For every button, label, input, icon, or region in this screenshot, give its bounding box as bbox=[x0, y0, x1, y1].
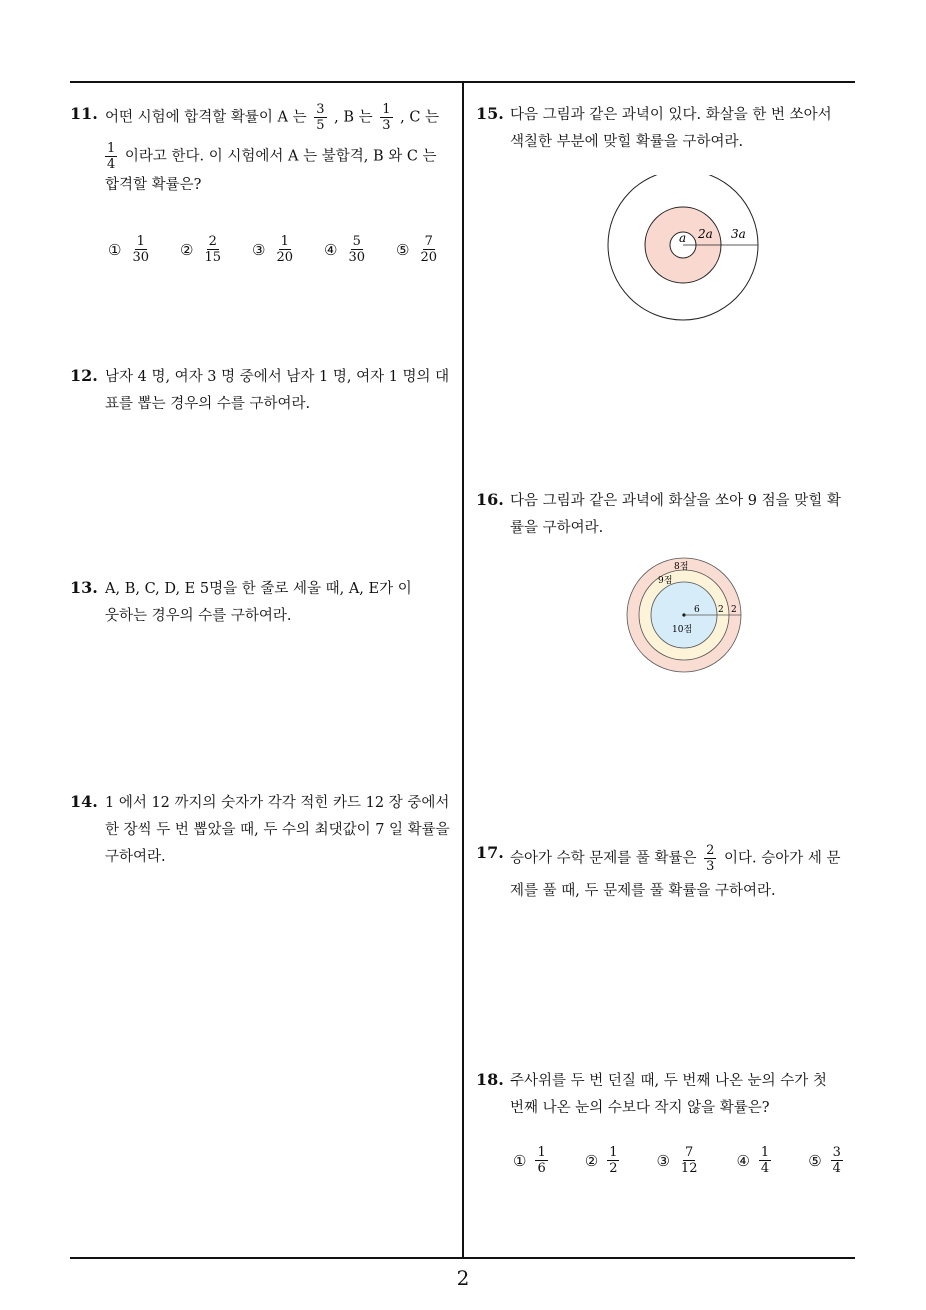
question-text: 어떤 시험에 합격할 확률이 A 는 bbox=[105, 109, 307, 126]
choice-marker: ① bbox=[513, 1151, 527, 1170]
fraction: $\frac{1}{3}$ bbox=[382, 102, 391, 133]
choice-fraction: $\frac{1}{30}$ bbox=[132, 234, 149, 265]
choice-fraction: $\frac{1}{4}$ bbox=[760, 1145, 770, 1176]
question-text: 다음 그림과 같은 과녁이 있다. 화살을 한 번 쏘아서 bbox=[510, 107, 832, 123]
fraction: $\frac{1}{4}$ bbox=[107, 141, 116, 172]
question-number: 17. bbox=[476, 843, 504, 862]
question-text: A, B, C, D, E 5명을 한 줄로 세울 때, A, E가 이 bbox=[105, 581, 412, 597]
question-13 bbox=[105, 576, 412, 630]
column-divider bbox=[462, 81, 464, 1259]
question-text: 표를 뽑는 경우의 수를 구하여라. bbox=[105, 396, 311, 412]
question-number: 12. bbox=[70, 366, 98, 385]
label-8: 8점 bbox=[674, 562, 689, 572]
question-16 bbox=[510, 488, 841, 542]
question-text: , B 는 bbox=[334, 109, 373, 126]
label-a: a bbox=[679, 231, 687, 245]
answer-choice[interactable] bbox=[180, 234, 226, 265]
question-number: 14. bbox=[70, 792, 98, 811]
choice-marker: ③ bbox=[252, 240, 266, 259]
question-11 bbox=[105, 102, 460, 199]
choice-marker: ⑤ bbox=[808, 1151, 822, 1170]
choice-marker: ③ bbox=[656, 1151, 670, 1170]
question-text: 한 장씩 두 번 뽑았을 때, 두 수의 최댓값이 7 일 확률을 bbox=[105, 822, 450, 838]
fraction: $\frac{3}{5}$ bbox=[316, 102, 325, 133]
question-text: 구하여라. bbox=[105, 849, 166, 865]
question-text: 다음 그림과 같은 과녁에 화살을 쏘아 9 점을 맞힐 확 bbox=[510, 493, 841, 509]
label-2a: 2a bbox=[698, 227, 713, 241]
question-number: 11. bbox=[70, 104, 98, 123]
label-r6: 6 bbox=[694, 605, 700, 615]
bottom-rule bbox=[70, 1257, 855, 1259]
question-text: 남자 4 명, 여자 3 명 중에서 남자 1 명, 여자 1 명의 대 bbox=[105, 369, 450, 385]
choice-fraction: $\frac{7}{12}$ bbox=[680, 1145, 698, 1176]
question-text: 이다. 승아가 세 문 bbox=[724, 850, 841, 867]
choice-marker: ② bbox=[584, 1151, 599, 1170]
label-10: 10점 bbox=[672, 625, 693, 635]
answer-choices bbox=[108, 234, 442, 265]
question-number: 15. bbox=[476, 104, 504, 123]
question-number: 18. bbox=[476, 1070, 504, 1089]
answer-choice[interactable] bbox=[736, 1145, 774, 1176]
question-number: 13. bbox=[70, 578, 98, 597]
choice-marker: ② bbox=[180, 240, 194, 259]
answer-choice[interactable] bbox=[324, 234, 370, 265]
question-text: , C 는 bbox=[400, 109, 440, 126]
question-text: 률을 구하여라. bbox=[510, 520, 604, 536]
target-figure-15 bbox=[600, 175, 780, 325]
question-text: 이라고 한다. 이 시험에서 A 는 불합격, B 와 C 는 bbox=[124, 148, 437, 165]
target-figure-16 bbox=[620, 555, 750, 680]
question-number: 16. bbox=[476, 490, 504, 509]
question-18 bbox=[510, 1068, 827, 1122]
answer-choice[interactable] bbox=[108, 234, 154, 265]
label-3a: 3a bbox=[731, 227, 746, 241]
answer-choice[interactable] bbox=[808, 1145, 846, 1176]
question-text: 제를 풀 때, 두 문제를 풀 확률을 구하여라. bbox=[510, 883, 776, 899]
question-text: 합격할 확률은? bbox=[105, 177, 202, 193]
question-text: 주사위를 두 번 던질 때, 두 번째 나온 눈의 수가 첫 bbox=[510, 1073, 827, 1089]
answer-choice[interactable] bbox=[656, 1145, 702, 1176]
choice-fraction: $\frac{2}{15}$ bbox=[204, 234, 221, 265]
question-text: 1 에서 12 까지의 숫자가 각각 적힌 카드 12 장 중에서 bbox=[105, 795, 450, 811]
choice-fraction: $\frac{5}{30}$ bbox=[348, 234, 365, 265]
choice-marker: ⑤ bbox=[396, 240, 410, 259]
question-text: 웃하는 경우의 수를 구하여라. bbox=[105, 608, 292, 624]
answer-choice[interactable] bbox=[585, 1145, 623, 1176]
answer-choice[interactable] bbox=[396, 234, 442, 265]
fraction: $\frac{2}{3}$ bbox=[706, 843, 715, 874]
choice-marker: ④ bbox=[324, 240, 338, 259]
page-number: 2 bbox=[456, 1266, 470, 1290]
question-14 bbox=[105, 790, 450, 871]
answer-choice[interactable] bbox=[252, 234, 298, 265]
question-17 bbox=[510, 843, 841, 905]
label-r2-outer: 2 bbox=[731, 605, 737, 615]
label-9: 9점 bbox=[658, 576, 673, 586]
choice-marker: ④ bbox=[736, 1151, 750, 1170]
question-15 bbox=[510, 102, 832, 156]
question-text: 승아가 수학 문제를 풀 확률은 bbox=[510, 850, 697, 867]
choice-fraction: $\frac{1}{20}$ bbox=[276, 234, 293, 265]
question-12 bbox=[105, 364, 449, 418]
label-r2-mid: 2 bbox=[718, 605, 724, 615]
answer-choice[interactable] bbox=[513, 1145, 551, 1176]
choice-marker: ① bbox=[108, 240, 122, 259]
choice-fraction: $\frac{1}{6}$ bbox=[537, 1145, 546, 1176]
choice-fraction: $\frac{3}{4}$ bbox=[832, 1145, 841, 1176]
question-text: 번째 나온 눈의 수보다 작지 않을 확률은? bbox=[510, 1100, 770, 1116]
choice-fraction: $\frac{1}{2}$ bbox=[609, 1145, 618, 1176]
question-text: 색칠한 부분에 맞힐 확률을 구하여라. bbox=[510, 134, 744, 150]
answer-choices bbox=[513, 1145, 846, 1176]
choice-fraction: $\frac{7}{20}$ bbox=[420, 234, 437, 265]
